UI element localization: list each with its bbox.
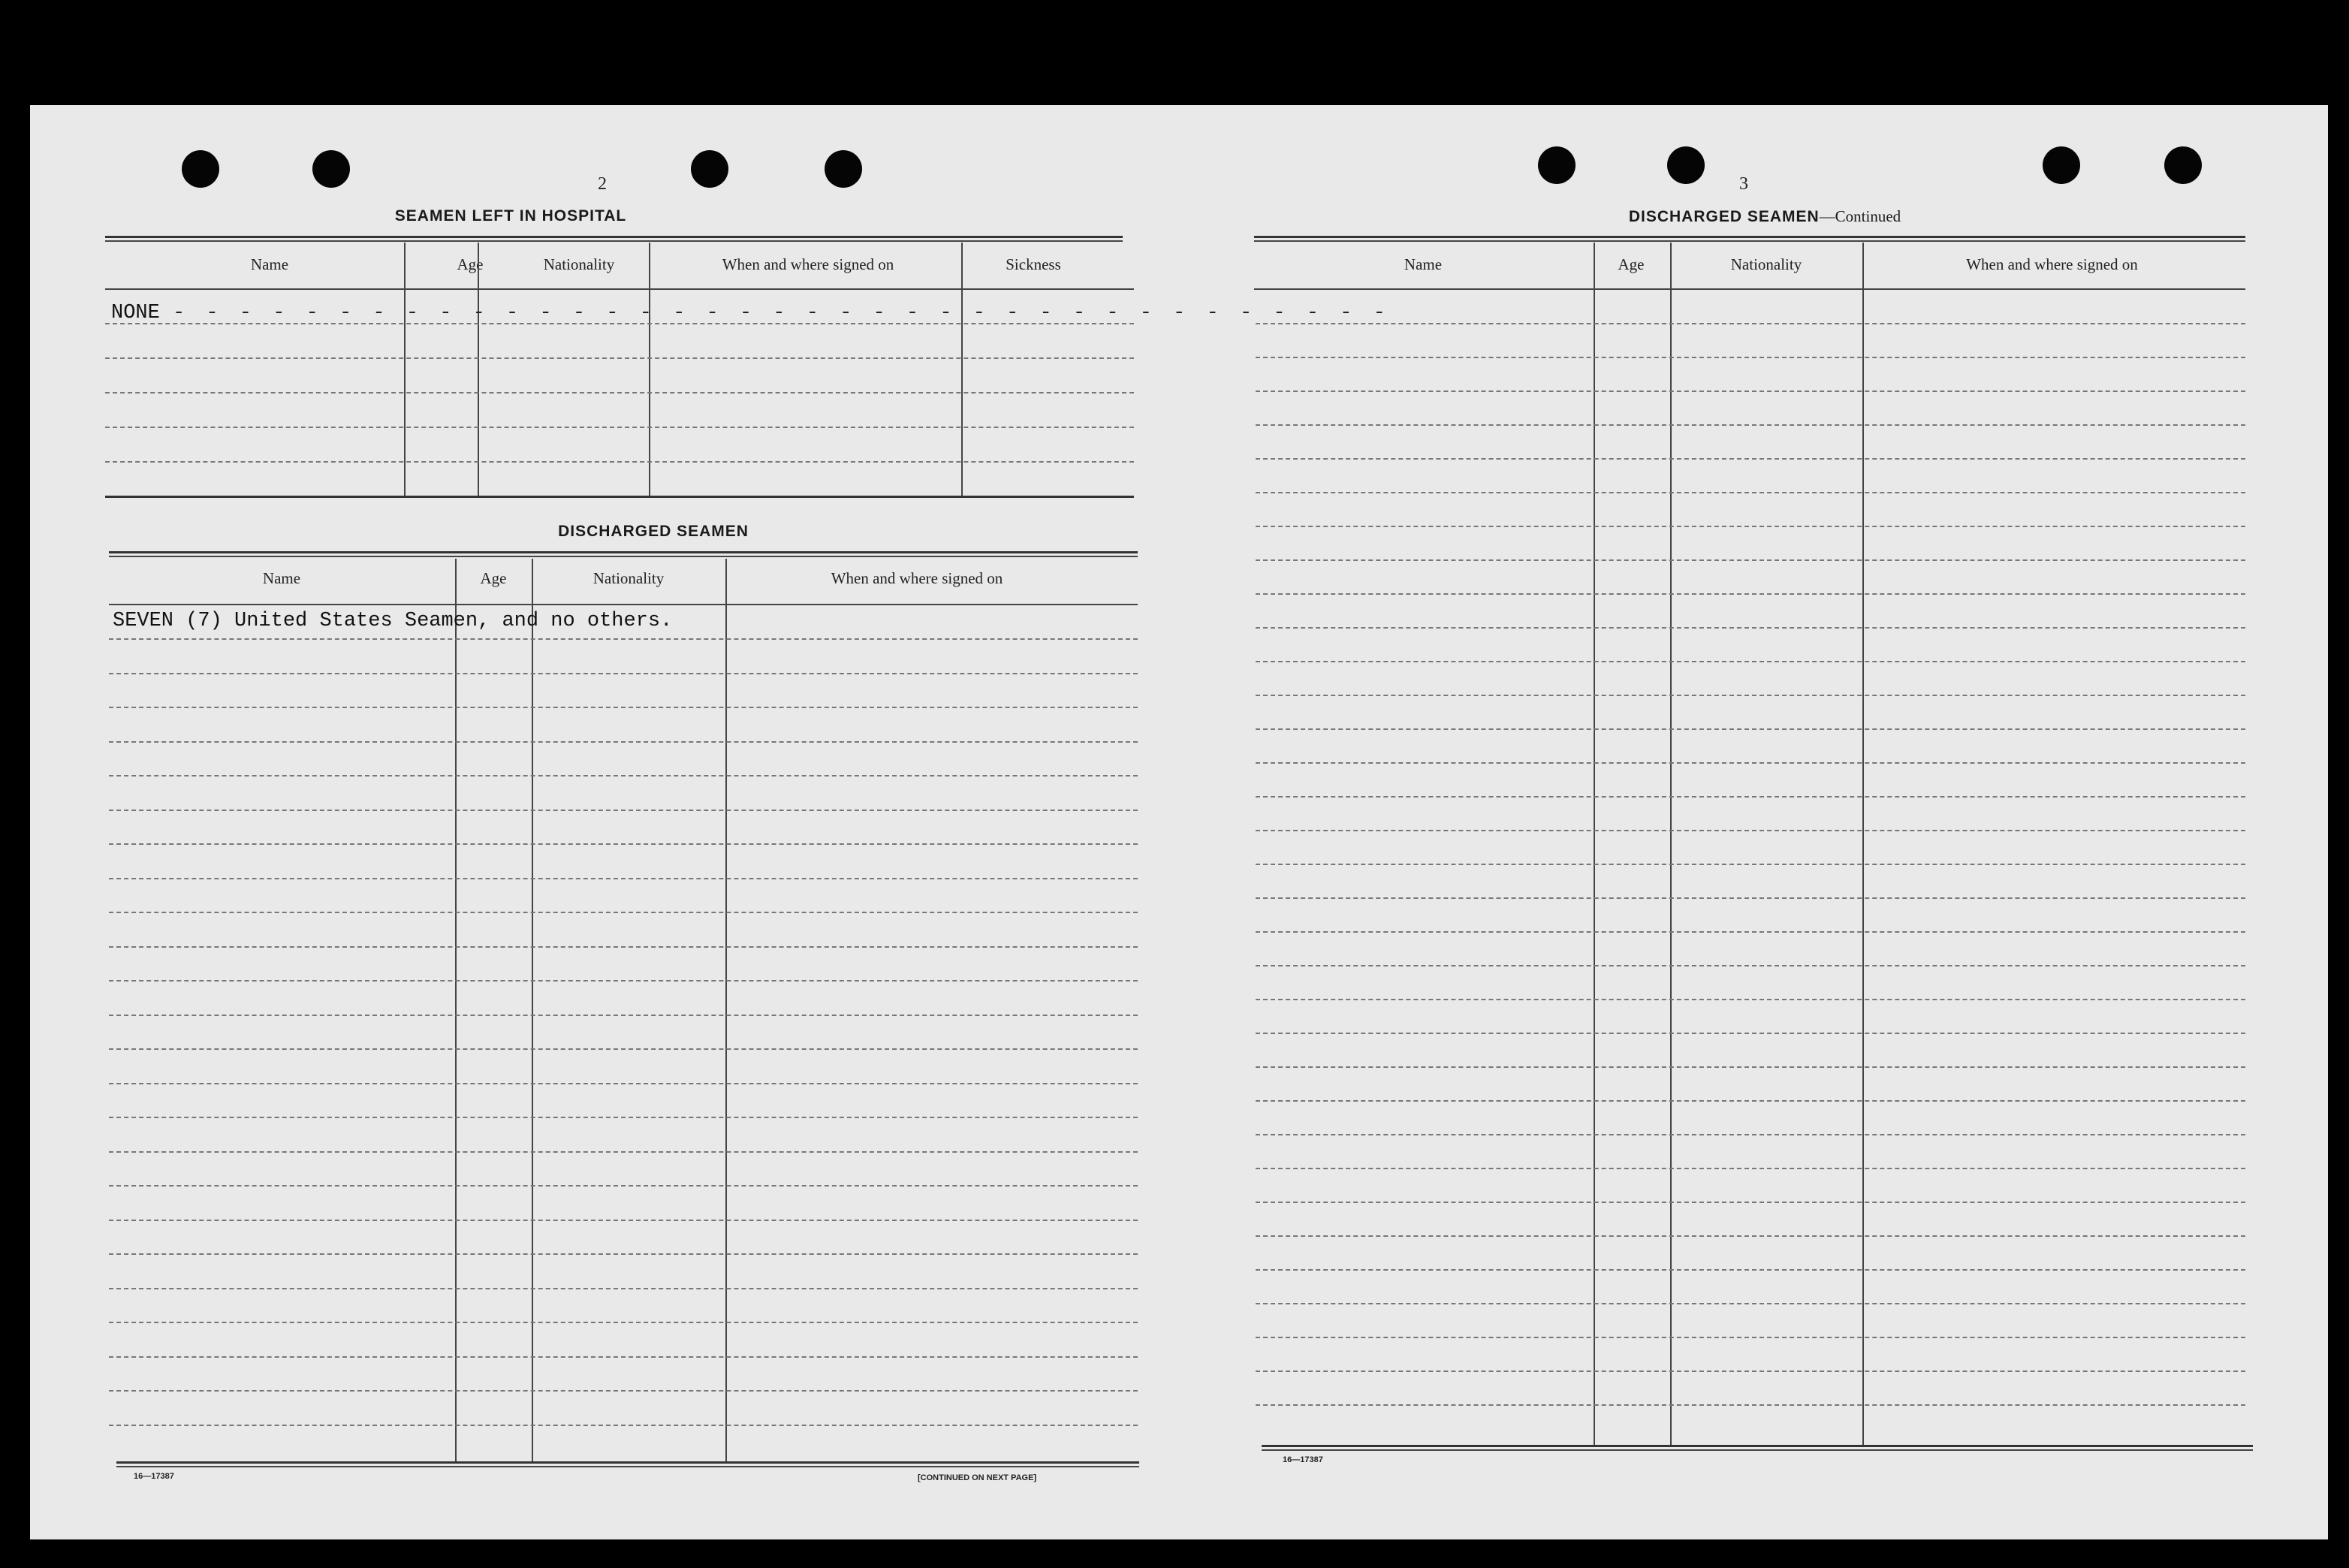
- ruled-row-line: [109, 1390, 1138, 1392]
- ruled-row-line: [1256, 661, 2245, 662]
- hospital-header-rule: [105, 288, 1134, 290]
- discharged-col-divider: [725, 559, 727, 1463]
- ruled-row-line: [1256, 695, 2245, 696]
- ruled-row-line: [109, 638, 1138, 640]
- hospital-row-line: [105, 357, 1134, 359]
- ruled-row-line: [109, 775, 1138, 776]
- ruled-row-line: [1256, 1404, 2245, 1406]
- ruled-row-line: [1256, 323, 2245, 324]
- ruled-row-line: [1256, 492, 2245, 493]
- ruled-row-line: [109, 912, 1138, 913]
- right-col-divider: [1670, 243, 1672, 1447]
- ruled-row-line: [1256, 1269, 2245, 1271]
- ruled-row-line: [109, 741, 1138, 743]
- punch-hole: [691, 150, 728, 188]
- punch-hole: [2043, 146, 2080, 184]
- hospital-col-divider: [478, 243, 479, 498]
- ruled-row-line: [109, 1048, 1138, 1050]
- ruled-row-line: [1256, 1303, 2245, 1304]
- ruled-row-line: [109, 1185, 1138, 1187]
- right-section-title-main: DISCHARGED SEAMEN: [1628, 208, 1820, 225]
- hospital-section-title: SEAMEN LEFT IN HOSPITAL: [394, 207, 627, 225]
- ruled-row-line: [1256, 1235, 2245, 1237]
- right-bottom-rule: [1262, 1445, 2253, 1447]
- ruled-row-line: [1256, 424, 2245, 426]
- ruled-row-line: [1256, 559, 2245, 561]
- punch-hole: [1538, 146, 1576, 184]
- ruled-row-line: [1256, 897, 2245, 899]
- ruled-row-line: [109, 707, 1138, 708]
- ruled-row-line: [1256, 1033, 2245, 1034]
- hospital-col-nationality: Nationality: [543, 255, 615, 273]
- hospital-row-line: [105, 427, 1134, 428]
- hospital-entry: NONE: [111, 302, 160, 324]
- discharged-top-rule: [109, 551, 1138, 553]
- hospital-bottom-rule: [105, 496, 1134, 498]
- punch-hole: [825, 150, 862, 188]
- discharged-col-divider: [532, 559, 533, 1463]
- ruled-row-line: [1256, 1066, 2245, 1068]
- right-col-nationality: Nationality: [1730, 255, 1802, 273]
- punch-hole: [2164, 146, 2202, 184]
- hospital-row-line: [105, 461, 1134, 463]
- right-section-title: [1502, 207, 2028, 226]
- continued-note: [CONTINUED ON NEXT PAGE]: [918, 1473, 1037, 1482]
- ruled-row-line: [109, 810, 1138, 811]
- ruled-row-line: [109, 1015, 1138, 1016]
- ruled-row-line: [1256, 1370, 2245, 1372]
- hospital-top-rule: [105, 236, 1123, 238]
- ruled-row-line: [1256, 526, 2245, 527]
- ruled-row-line: [1256, 796, 2245, 798]
- document-sheet: [30, 105, 2328, 1539]
- left-form-number: 16—17387: [134, 1472, 174, 1481]
- ruled-row-line: [109, 1151, 1138, 1153]
- ruled-row-line: [1256, 627, 2245, 629]
- ruled-row-line: [109, 1117, 1138, 1118]
- right-top-rule: [1254, 236, 2245, 238]
- ruled-row-line: [109, 946, 1138, 948]
- ruled-row-line: [1256, 1202, 2245, 1203]
- punch-hole: [1667, 146, 1705, 184]
- ruled-row-line: [109, 1083, 1138, 1084]
- right-col-age: Age: [1618, 255, 1645, 273]
- ruled-row-line: [1256, 390, 2245, 392]
- right-col-divider: [1862, 243, 1864, 1447]
- discharged-bottom-rule-2: [116, 1466, 1139, 1467]
- ruled-row-line: [109, 1425, 1138, 1426]
- ruled-row-line: [1256, 864, 2245, 865]
- discharged-top-rule-2: [109, 556, 1138, 557]
- hospital-col-divider: [961, 243, 963, 498]
- ruled-row-line: [1256, 593, 2245, 595]
- ruled-row-line: [109, 673, 1138, 674]
- discharged-col-age: Age: [480, 569, 507, 587]
- ruled-row-line: [1256, 999, 2245, 1000]
- ruled-row-line: [109, 1220, 1138, 1221]
- ruled-row-line: [1256, 458, 2245, 460]
- ruled-row-line: [1256, 1337, 2245, 1338]
- ruled-row-line: [1256, 728, 2245, 730]
- punch-hole: [312, 150, 350, 188]
- ruled-row-line: [109, 980, 1138, 982]
- right-header-rule: [1254, 288, 2245, 290]
- ruled-row-line: [1256, 357, 2245, 358]
- discharged-col-name: Name: [262, 569, 301, 587]
- left-page-number: 2: [598, 174, 607, 194]
- hospital-col-name: Name: [250, 255, 289, 273]
- hospital-col-signed-on: When and where signed on: [722, 255, 894, 273]
- ruled-row-line: [109, 1288, 1138, 1289]
- discharged-col-nationality: Nationality: [593, 569, 665, 587]
- right-page-number: 3: [1739, 174, 1748, 194]
- discharged-entry: SEVEN (7) United States Seamen, and no others.: [113, 610, 673, 632]
- ruled-row-line: [1256, 965, 2245, 966]
- ruled-row-line: [1256, 830, 2245, 831]
- discharged-col-divider: [455, 559, 457, 1463]
- ruled-row-line: [1256, 1168, 2245, 1169]
- ruled-row-line: [109, 1356, 1138, 1358]
- ruled-row-line: [109, 1322, 1138, 1323]
- hospital-col-age: Age: [457, 255, 484, 273]
- discharged-bottom-rule: [116, 1461, 1139, 1464]
- ruled-row-line: [1256, 762, 2245, 764]
- hospital-row-line: [105, 392, 1134, 394]
- ruled-row-line: [109, 843, 1138, 845]
- hospital-entry-dash-fill: - - - - - - - - - - - - - - - - - - - - - - - - - - - - - - - - - - - - -: [173, 302, 1390, 324]
- hospital-col-sickness: Sickness: [1006, 255, 1061, 273]
- right-col-signed-on: When and where signed on: [1966, 255, 2138, 273]
- hospital-col-divider: [404, 243, 406, 498]
- right-top-rule-2: [1254, 240, 2245, 242]
- right-col-divider: [1594, 243, 1595, 1447]
- right-bottom-rule-2: [1262, 1449, 2253, 1451]
- ruled-row-line: [1256, 931, 2245, 933]
- ruled-row-line: [1256, 1134, 2245, 1135]
- right-form-number: 16—17387: [1283, 1455, 1323, 1464]
- right-col-name: Name: [1404, 255, 1443, 273]
- ruled-row-line: [1256, 1100, 2245, 1102]
- ruled-row-line: [109, 878, 1138, 879]
- hospital-col-divider: [649, 243, 650, 498]
- right-section-title-suffix: —Continued: [1819, 207, 1901, 225]
- hospital-top-rule-2: [105, 240, 1123, 242]
- discharged-header-rule: [109, 604, 1138, 605]
- discharged-section-title: DISCHARGED SEAMEN: [558, 523, 749, 540]
- punch-hole: [182, 150, 219, 188]
- discharged-col-signed-on: When and where signed on: [831, 569, 1003, 587]
- ruled-row-line: [109, 1253, 1138, 1255]
